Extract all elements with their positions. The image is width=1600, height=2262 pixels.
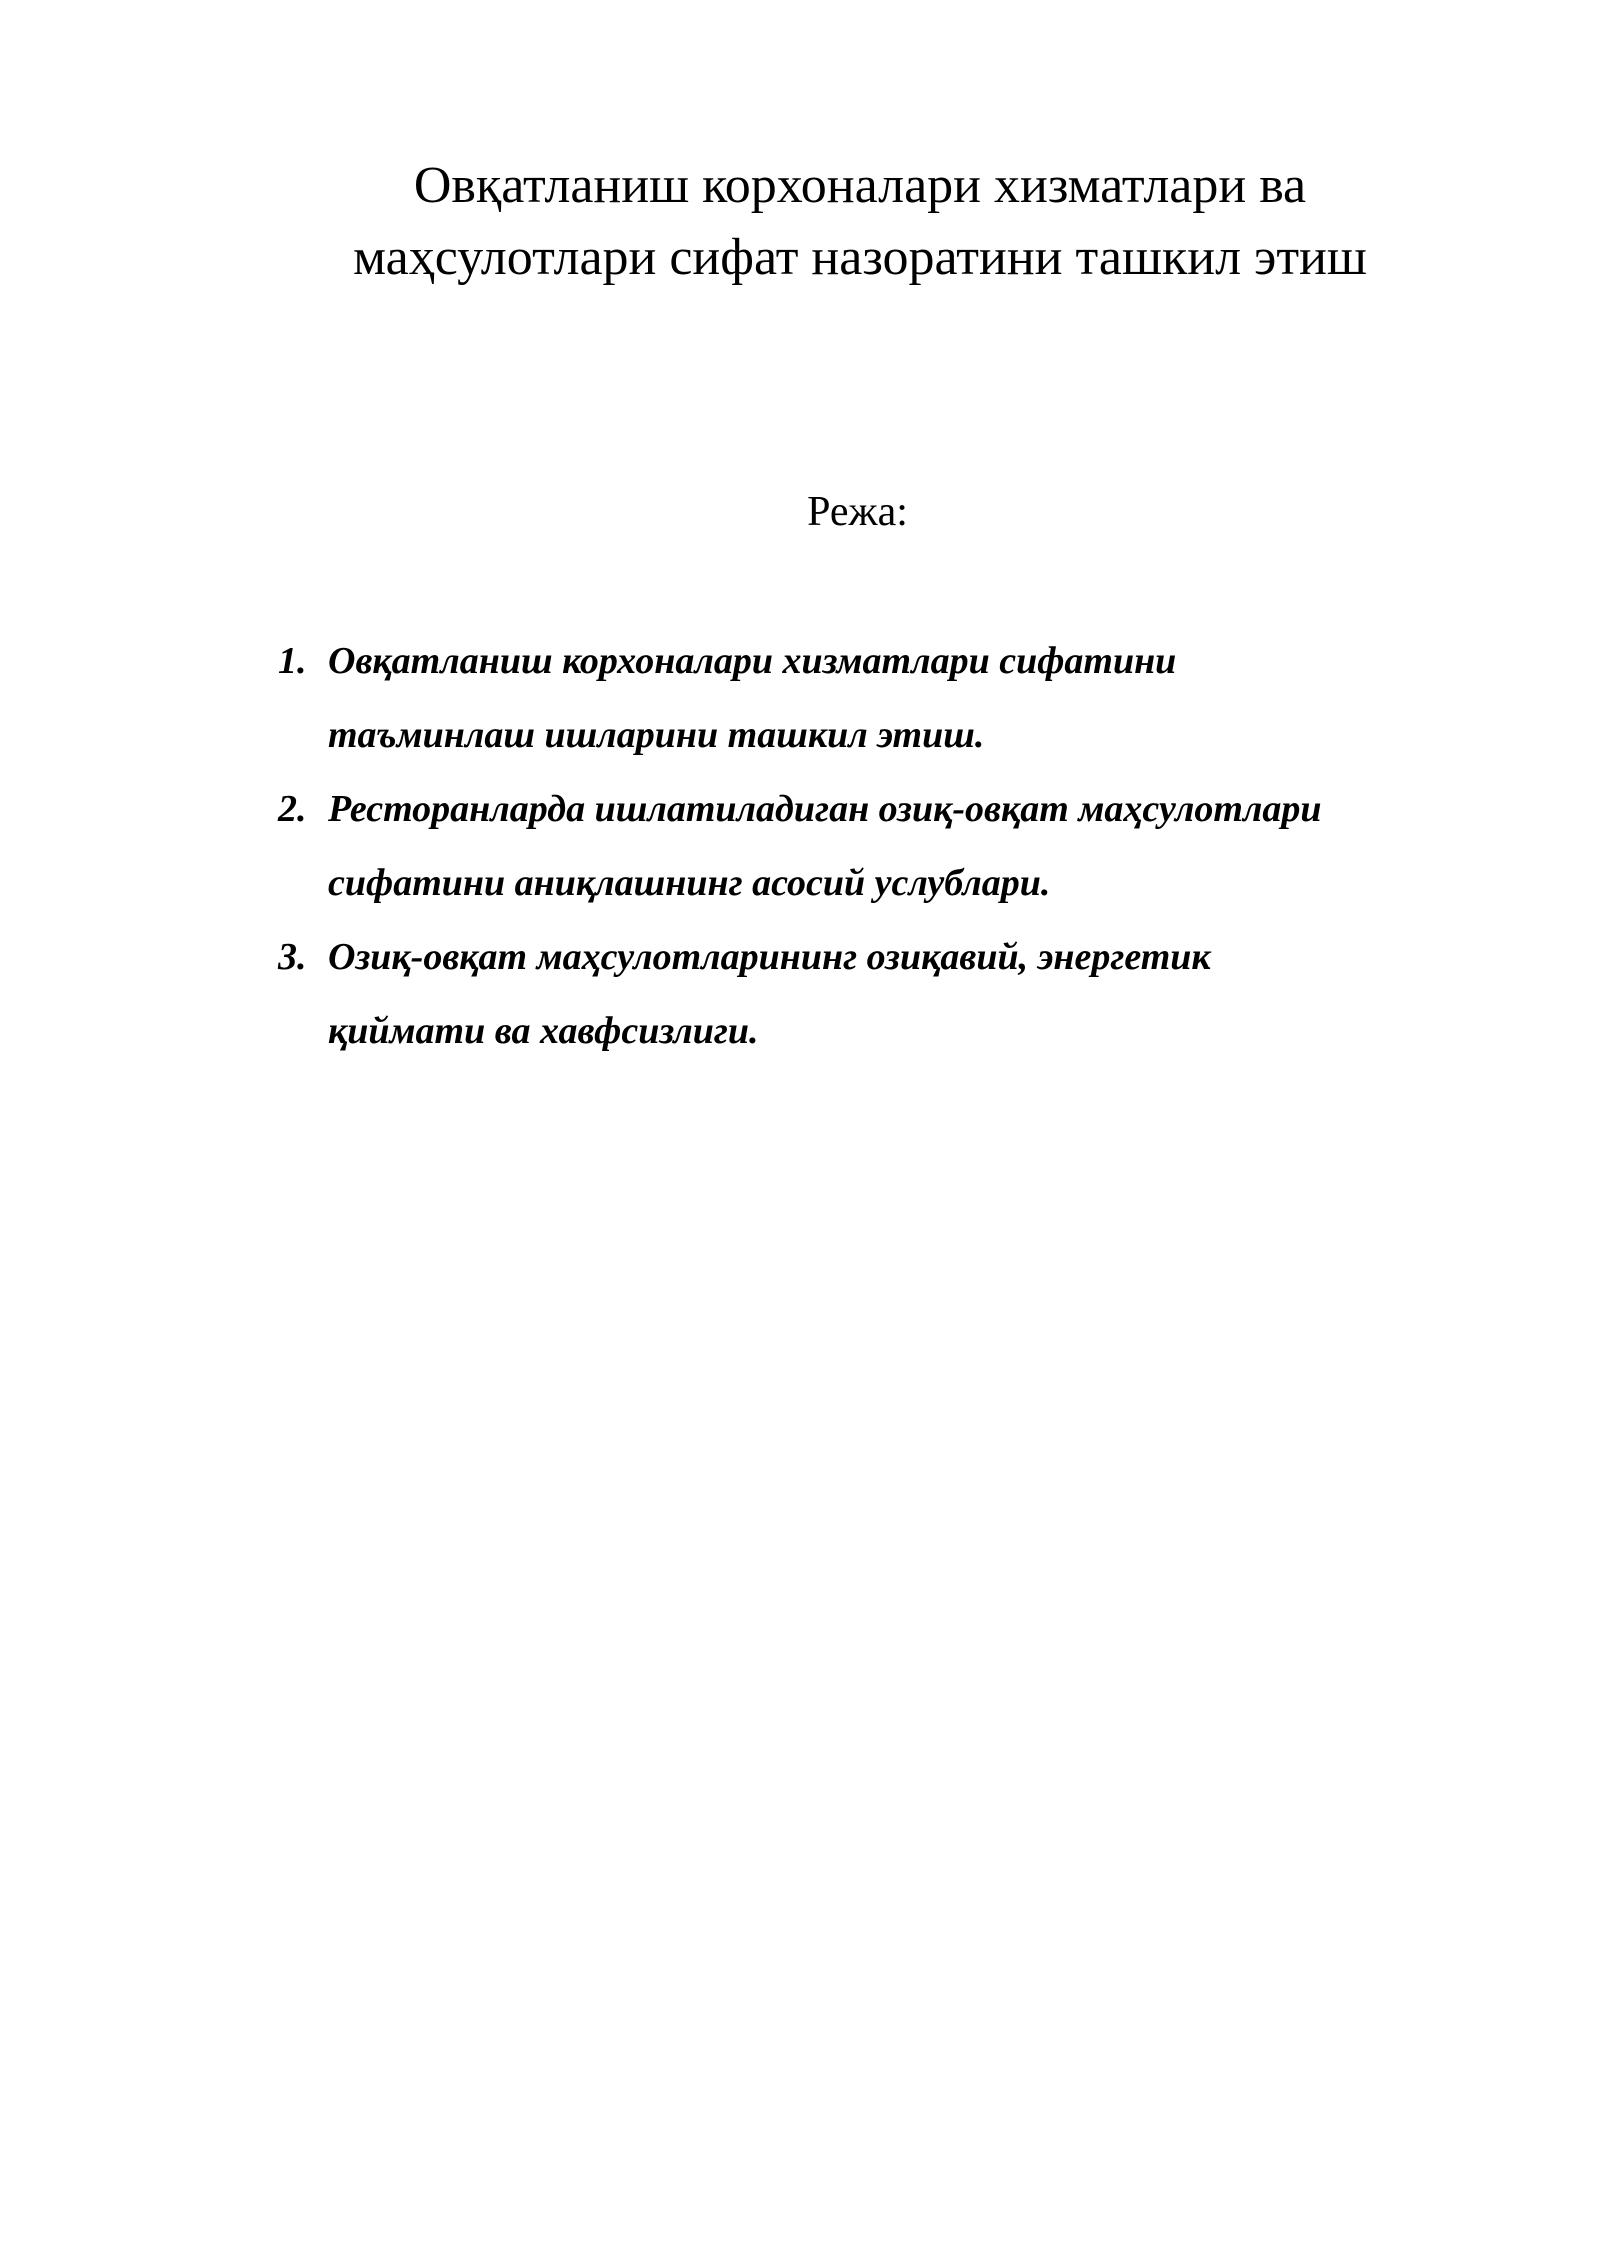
plan-item-3 (278, 920, 1478, 1068)
plan-item-1 (278, 624, 1478, 772)
plan-item-2 (278, 772, 1478, 920)
title-line-1: Овқатланиш корхоналари хизматлари ва (413, 157, 1307, 214)
plan-item-text-line-1: Овқатланиш корхоналари хизматлари сифатини (328, 640, 1177, 682)
plan-item-text-line-2: қиймати ва хавфсизлиги. (328, 1010, 759, 1052)
document-title (230, 150, 1490, 294)
plan-item-text-line-1: Озиқ-овқат маҳсулотларининг озиқавий, энергетик (328, 936, 1211, 978)
plan-heading: Режа: (807, 489, 908, 535)
plan-item-number: 2. (278, 788, 307, 830)
plan-item-number: 3. (278, 936, 307, 978)
plan-list (278, 624, 1478, 1068)
plan-item-text-line-2: таъминлаш ишларини ташкил этиш. (328, 714, 985, 756)
plan-item-number: 1. (278, 640, 307, 682)
plan-item-text-line-2: сифатини аниқлашнинг асосий услублари. (328, 862, 1051, 904)
plan-item-text-line-1: Ресторанларда ишлатиладиган озиқ-овқат маҳсулотлари (328, 788, 1322, 830)
title-line-2: маҳсулотлари сифат назоратини ташкил этиш (353, 229, 1367, 286)
